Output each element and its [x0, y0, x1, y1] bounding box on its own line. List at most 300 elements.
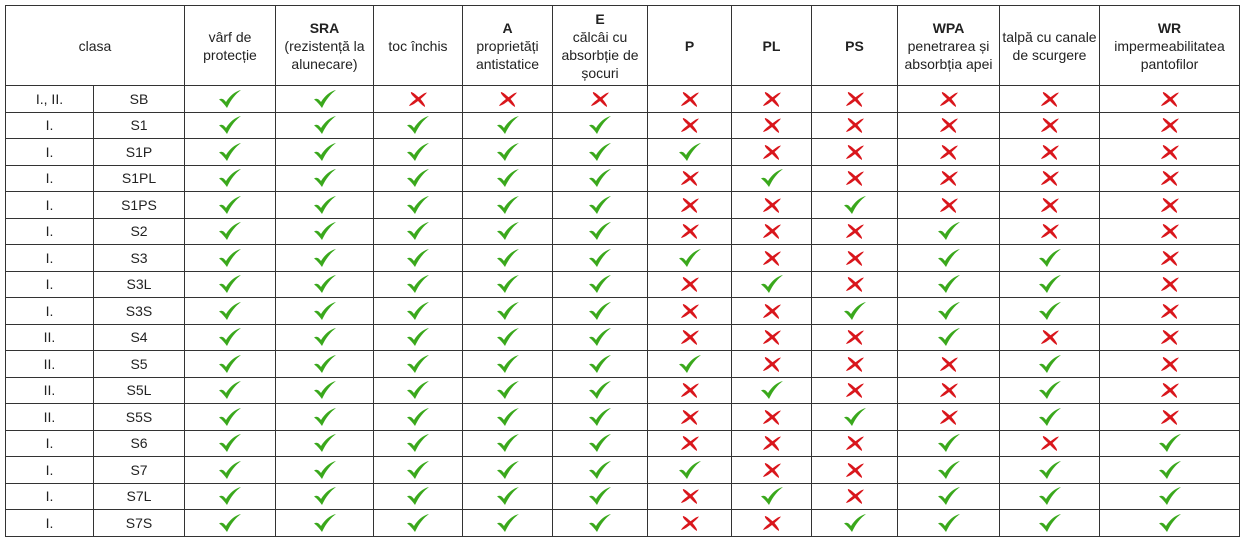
cell-feature-2 — [374, 430, 463, 457]
check-icon — [936, 513, 962, 533]
cell-feature-5 — [648, 404, 732, 431]
cell-feature-0 — [185, 192, 276, 219]
check-icon — [312, 168, 338, 188]
cell-feature-8 — [898, 324, 1000, 351]
cell-feature-2 — [374, 245, 463, 272]
table-row — [6, 457, 1240, 484]
cross-icon — [936, 407, 962, 427]
header-col-10 — [1100, 6, 1240, 86]
cross-icon — [1157, 168, 1183, 188]
cross-icon — [759, 433, 785, 453]
check-icon — [1037, 274, 1063, 294]
check-icon — [217, 433, 243, 453]
cell-feature-5 — [648, 324, 732, 351]
cell-feature-10 — [1100, 351, 1240, 378]
cross-icon — [1157, 380, 1183, 400]
check-icon — [587, 221, 613, 241]
cell-feature-7 — [812, 324, 898, 351]
header-col-3 — [463, 6, 553, 86]
check-icon — [587, 248, 613, 268]
check-icon — [312, 407, 338, 427]
check-icon — [312, 221, 338, 241]
cell-feature-8 — [898, 245, 1000, 272]
cell-feature-1 — [276, 377, 374, 404]
cell-feature-4 — [553, 86, 648, 113]
check-icon — [587, 274, 613, 294]
header-desc: (rezistență la alunecare) — [284, 37, 365, 72]
cell-feature-8 — [898, 139, 1000, 166]
check-icon — [677, 460, 703, 480]
check-icon — [217, 89, 243, 109]
check-icon — [495, 142, 521, 162]
cross-icon — [936, 380, 962, 400]
cell-feature-4 — [553, 324, 648, 351]
cross-icon — [842, 460, 868, 480]
check-icon — [405, 380, 431, 400]
check-icon — [1037, 248, 1063, 268]
cell-feature-8 — [898, 510, 1000, 537]
cell-clasa: I. — [6, 245, 94, 272]
cell-feature-8 — [898, 483, 1000, 510]
check-icon — [217, 407, 243, 427]
cell-feature-8 — [898, 377, 1000, 404]
cell-feature-9 — [1000, 245, 1100, 272]
check-icon — [405, 301, 431, 321]
cell-feature-6 — [732, 245, 812, 272]
cell-clasa: I. — [6, 271, 94, 298]
cell-feature-4 — [553, 430, 648, 457]
cell-feature-6 — [732, 86, 812, 113]
cell-feature-4 — [553, 271, 648, 298]
cross-icon — [677, 301, 703, 321]
cell-feature-9 — [1000, 218, 1100, 245]
cell-feature-8 — [898, 112, 1000, 139]
check-icon — [677, 142, 703, 162]
check-icon — [587, 301, 613, 321]
check-icon — [312, 195, 338, 215]
cell-feature-3 — [463, 86, 553, 113]
cell-feature-2 — [374, 218, 463, 245]
cross-icon — [1157, 195, 1183, 215]
cell-feature-6 — [732, 510, 812, 537]
cell-feature-4 — [553, 483, 648, 510]
check-icon — [936, 486, 962, 506]
cell-feature-10 — [1100, 165, 1240, 192]
check-icon — [495, 195, 521, 215]
check-icon — [312, 460, 338, 480]
check-icon — [587, 168, 613, 188]
cell-feature-10 — [1100, 377, 1240, 404]
table-row — [6, 218, 1240, 245]
cell-feature-9 — [1000, 271, 1100, 298]
check-icon — [495, 433, 521, 453]
check-icon — [312, 142, 338, 162]
check-icon — [405, 168, 431, 188]
cell-feature-9 — [1000, 457, 1100, 484]
table-row — [6, 245, 1240, 272]
cell-feature-7 — [812, 457, 898, 484]
cell-feature-7 — [812, 192, 898, 219]
cell-feature-0 — [185, 245, 276, 272]
cell-feature-6 — [732, 298, 812, 325]
check-icon — [495, 168, 521, 188]
cross-icon — [759, 513, 785, 533]
header-col-2 — [374, 6, 463, 86]
cell-feature-3 — [463, 430, 553, 457]
cell-feature-5 — [648, 271, 732, 298]
cross-icon — [842, 486, 868, 506]
cell-feature-4 — [553, 218, 648, 245]
check-icon — [759, 274, 785, 294]
cell-feature-0 — [185, 86, 276, 113]
cell-feature-8 — [898, 457, 1000, 484]
cell-feature-8 — [898, 192, 1000, 219]
check-icon — [405, 433, 431, 453]
check-icon — [405, 274, 431, 294]
cell-feature-9 — [1000, 510, 1100, 537]
cell-feature-10 — [1100, 483, 1240, 510]
cell-feature-2 — [374, 192, 463, 219]
cell-feature-1 — [276, 351, 374, 378]
check-icon — [495, 380, 521, 400]
cross-icon — [1157, 221, 1183, 241]
cell-code: S7S — [94, 510, 185, 537]
cell-feature-10 — [1100, 139, 1240, 166]
cell-feature-2 — [374, 510, 463, 537]
cell-feature-4 — [553, 298, 648, 325]
cell-feature-4 — [553, 510, 648, 537]
check-icon — [1037, 486, 1063, 506]
cell-feature-4 — [553, 192, 648, 219]
cross-icon — [936, 195, 962, 215]
cross-icon — [1157, 354, 1183, 374]
cell-feature-9 — [1000, 483, 1100, 510]
cell-feature-7 — [812, 404, 898, 431]
header-desc: vârf de protecție — [203, 28, 257, 63]
table-row — [6, 139, 1240, 166]
cell-feature-2 — [374, 404, 463, 431]
cell-feature-6 — [732, 271, 812, 298]
check-icon — [495, 327, 521, 347]
cell-feature-9 — [1000, 112, 1100, 139]
check-icon — [312, 486, 338, 506]
check-icon — [587, 327, 613, 347]
cross-icon — [842, 248, 868, 268]
cell-code: SB — [94, 86, 185, 113]
cell-feature-0 — [185, 404, 276, 431]
check-icon — [587, 513, 613, 533]
check-icon — [312, 248, 338, 268]
cell-feature-0 — [185, 112, 276, 139]
cell-feature-5 — [648, 510, 732, 537]
cell-code: S3L — [94, 271, 185, 298]
cross-icon — [759, 407, 785, 427]
check-icon — [936, 248, 962, 268]
header-code: PL — [762, 37, 781, 54]
header-code: WR — [1157, 19, 1182, 36]
check-icon — [842, 407, 868, 427]
cell-feature-4 — [553, 112, 648, 139]
cell-clasa: I. — [6, 165, 94, 192]
cell-feature-2 — [374, 351, 463, 378]
check-icon — [587, 195, 613, 215]
cell-feature-4 — [553, 165, 648, 192]
cross-icon — [677, 115, 703, 135]
cell-feature-8 — [898, 404, 1000, 431]
check-icon — [677, 248, 703, 268]
cell-feature-1 — [276, 192, 374, 219]
header-col-5 — [648, 6, 732, 86]
cell-feature-0 — [185, 457, 276, 484]
check-icon — [312, 89, 338, 109]
cell-feature-7 — [812, 218, 898, 245]
table-row — [6, 404, 1240, 431]
cell-feature-5 — [648, 218, 732, 245]
header-col-9 — [1000, 6, 1100, 86]
check-icon — [587, 433, 613, 453]
table-row — [6, 377, 1240, 404]
safety-shoe-classes-table — [5, 5, 1240, 537]
cell-feature-2 — [374, 86, 463, 113]
cell-feature-6 — [732, 457, 812, 484]
cell-feature-3 — [463, 324, 553, 351]
cell-feature-7 — [812, 86, 898, 113]
check-icon — [495, 248, 521, 268]
check-icon — [217, 301, 243, 321]
cross-icon — [1157, 142, 1183, 162]
cell-feature-4 — [553, 457, 648, 484]
check-icon — [587, 486, 613, 506]
cell-feature-5 — [648, 377, 732, 404]
cell-feature-6 — [732, 139, 812, 166]
cell-feature-3 — [463, 377, 553, 404]
cell-feature-2 — [374, 483, 463, 510]
cell-feature-8 — [898, 351, 1000, 378]
cross-icon — [759, 354, 785, 374]
cell-clasa: I. — [6, 510, 94, 537]
cell-feature-6 — [732, 377, 812, 404]
cell-feature-3 — [463, 483, 553, 510]
table-container — [5, 5, 1240, 537]
table-body — [6, 86, 1240, 537]
cell-feature-1 — [276, 112, 374, 139]
header-code: SRA — [309, 19, 340, 36]
cross-icon — [1157, 407, 1183, 427]
header-desc: toc închis — [388, 37, 448, 54]
cross-icon — [1037, 195, 1063, 215]
cell-feature-1 — [276, 404, 374, 431]
check-icon — [587, 142, 613, 162]
cell-clasa: I. — [6, 192, 94, 219]
table-row — [6, 351, 1240, 378]
check-icon — [936, 301, 962, 321]
cross-icon — [842, 221, 868, 241]
cell-feature-3 — [463, 192, 553, 219]
cell-feature-3 — [463, 298, 553, 325]
cell-code: S7L — [94, 483, 185, 510]
cross-icon — [677, 513, 703, 533]
check-icon — [587, 407, 613, 427]
cell-feature-0 — [185, 377, 276, 404]
cell-feature-10 — [1100, 404, 1240, 431]
cell-feature-4 — [553, 351, 648, 378]
cell-clasa: II. — [6, 377, 94, 404]
header-col-6 — [732, 6, 812, 86]
cross-icon — [677, 89, 703, 109]
check-icon — [312, 513, 338, 533]
check-icon — [587, 354, 613, 374]
cell-code: S5S — [94, 404, 185, 431]
cross-icon — [1037, 168, 1063, 188]
header-code: P — [684, 37, 695, 54]
cross-icon — [677, 380, 703, 400]
cell-feature-7 — [812, 271, 898, 298]
check-icon — [217, 142, 243, 162]
cell-feature-5 — [648, 165, 732, 192]
check-icon — [217, 380, 243, 400]
cross-icon — [1037, 327, 1063, 347]
cross-icon — [842, 115, 868, 135]
check-icon — [495, 115, 521, 135]
check-icon — [405, 248, 431, 268]
check-icon — [217, 248, 243, 268]
header-code: A — [502, 19, 513, 36]
check-icon — [842, 195, 868, 215]
check-icon — [312, 115, 338, 135]
cell-feature-6 — [732, 404, 812, 431]
cell-feature-3 — [463, 351, 553, 378]
cell-code: S1PL — [94, 165, 185, 192]
cell-feature-7 — [812, 245, 898, 272]
cell-feature-10 — [1100, 192, 1240, 219]
cross-icon — [1157, 248, 1183, 268]
cross-icon — [936, 115, 962, 135]
check-icon — [405, 460, 431, 480]
cell-feature-10 — [1100, 510, 1240, 537]
cell-feature-0 — [185, 165, 276, 192]
cell-feature-8 — [898, 165, 1000, 192]
cell-feature-10 — [1100, 298, 1240, 325]
check-icon — [217, 327, 243, 347]
cross-icon — [936, 168, 962, 188]
cell-feature-2 — [374, 271, 463, 298]
cell-feature-0 — [185, 298, 276, 325]
cross-icon — [936, 142, 962, 162]
check-icon — [759, 380, 785, 400]
table-row — [6, 324, 1240, 351]
check-icon — [936, 327, 962, 347]
cross-icon — [1037, 142, 1063, 162]
cell-feature-7 — [812, 377, 898, 404]
cell-feature-1 — [276, 457, 374, 484]
cell-feature-5 — [648, 457, 732, 484]
cell-feature-2 — [374, 139, 463, 166]
cell-feature-9 — [1000, 430, 1100, 457]
cross-icon — [936, 89, 962, 109]
cross-icon — [759, 327, 785, 347]
cell-feature-6 — [732, 192, 812, 219]
check-icon — [312, 327, 338, 347]
cell-feature-3 — [463, 139, 553, 166]
check-icon — [759, 486, 785, 506]
check-icon — [217, 274, 243, 294]
cross-icon — [1157, 301, 1183, 321]
header-desc: proprietăți antistatice — [475, 37, 540, 72]
cross-icon — [677, 168, 703, 188]
cell-feature-7 — [812, 298, 898, 325]
check-icon — [312, 301, 338, 321]
cross-icon — [1037, 115, 1063, 135]
cell-code: S1PS — [94, 192, 185, 219]
cell-feature-6 — [732, 483, 812, 510]
cell-feature-1 — [276, 271, 374, 298]
cell-clasa: II. — [6, 324, 94, 351]
header-code: E — [595, 10, 605, 27]
cell-feature-4 — [553, 139, 648, 166]
cell-code: S3S — [94, 298, 185, 325]
cell-feature-2 — [374, 298, 463, 325]
cell-feature-8 — [898, 271, 1000, 298]
cell-code: S1P — [94, 139, 185, 166]
check-icon — [217, 354, 243, 374]
check-icon — [1157, 460, 1183, 480]
cell-feature-7 — [812, 112, 898, 139]
cell-feature-8 — [898, 298, 1000, 325]
cell-feature-10 — [1100, 112, 1240, 139]
check-icon — [936, 221, 962, 241]
table-row — [6, 510, 1240, 537]
check-icon — [405, 486, 431, 506]
cell-feature-3 — [463, 165, 553, 192]
cross-icon — [677, 195, 703, 215]
cell-feature-9 — [1000, 404, 1100, 431]
check-icon — [1037, 380, 1063, 400]
cross-icon — [842, 327, 868, 347]
cell-code: S2 — [94, 218, 185, 245]
header-clasa: clasa — [6, 6, 185, 86]
cross-icon — [405, 89, 431, 109]
table-row — [6, 86, 1240, 113]
cell-feature-6 — [732, 324, 812, 351]
header-row — [6, 6, 1240, 86]
check-icon — [495, 513, 521, 533]
cross-icon — [677, 221, 703, 241]
cross-icon — [842, 142, 868, 162]
check-icon — [1157, 433, 1183, 453]
check-icon — [495, 354, 521, 374]
check-icon — [405, 115, 431, 135]
cell-feature-5 — [648, 351, 732, 378]
cell-feature-5 — [648, 483, 732, 510]
check-icon — [217, 221, 243, 241]
cell-feature-1 — [276, 86, 374, 113]
cell-feature-5 — [648, 86, 732, 113]
table-row — [6, 112, 1240, 139]
cell-clasa: I., II. — [6, 86, 94, 113]
cell-feature-10 — [1100, 430, 1240, 457]
header-code: WPA — [932, 19, 965, 36]
cell-feature-7 — [812, 139, 898, 166]
check-icon — [587, 115, 613, 135]
cell-feature-9 — [1000, 298, 1100, 325]
cell-clasa: I. — [6, 112, 94, 139]
cell-feature-4 — [553, 377, 648, 404]
cell-feature-9 — [1000, 165, 1100, 192]
check-icon — [677, 354, 703, 374]
check-icon — [936, 274, 962, 294]
check-icon — [312, 380, 338, 400]
check-icon — [842, 513, 868, 533]
